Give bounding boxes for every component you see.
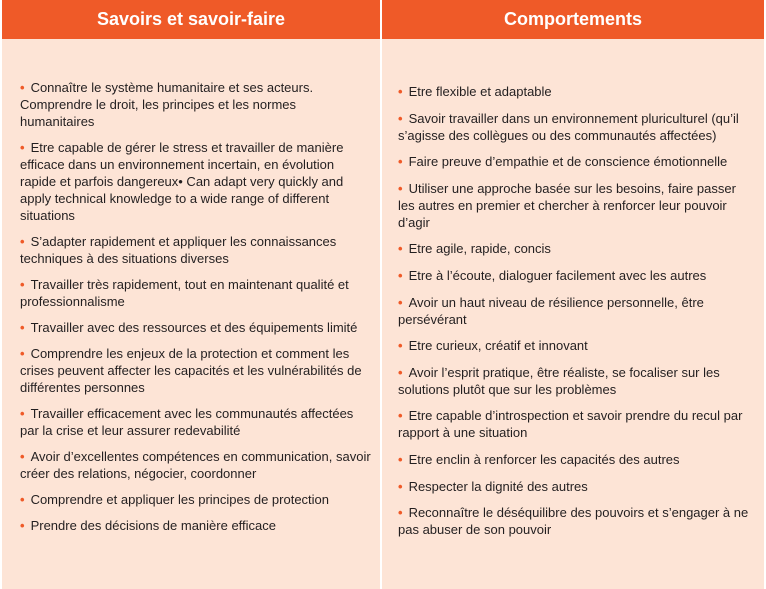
list-item	[398, 407, 756, 441]
list-item	[20, 276, 372, 310]
list-item	[398, 240, 756, 257]
list-item	[398, 364, 756, 398]
savoirs-list	[20, 79, 372, 534]
list-item-text: Comprendre les enjeux de la protection et comment les crises peuvent affecter les capacités et les vulnérabilités de différentes personnes	[20, 346, 362, 395]
bullet-icon: •	[20, 277, 25, 292]
competencies-table	[2, 0, 764, 589]
list-item-text: S’adapter rapidement et appliquer les connaissances techniques à des situations diverses	[20, 234, 337, 266]
bullet-icon: •	[398, 267, 403, 283]
bullet-icon: •	[20, 320, 25, 335]
bullet-icon: •	[20, 140, 25, 155]
table-header-row	[2, 0, 764, 39]
bullet-icon: •	[398, 180, 403, 196]
bullet-icon: •	[398, 364, 403, 380]
list-item	[20, 319, 372, 336]
comportements-list	[398, 83, 756, 538]
bullet-icon: •	[398, 408, 403, 424]
list-item-text: Savoir travailler dans un environnement pluriculturel (qu’il s’agisse des collègues ou des communautés affectées)	[398, 110, 739, 143]
list-item-text: Etre flexible et adaptable	[408, 84, 552, 99]
column-header-comportements: Comportements	[382, 0, 764, 39]
bullet-icon: •	[20, 492, 25, 507]
bullet-icon: •	[398, 505, 403, 521]
list-item	[398, 478, 756, 495]
list-item-text: Travailler très rapidement, tout en maintenant qualité et professionnalisme	[20, 277, 349, 309]
list-item	[398, 267, 756, 284]
list-item-text: Prendre des décisions de manière efficace	[30, 518, 277, 533]
list-item-text: Avoir d’excellentes compétences en communication, savoir créer des relations, négocier, coordonner	[20, 449, 371, 481]
list-item-text: Etre capable de gérer le stress et travailler de manière efficace dans un environnement incertain, en évolution rapide et parfois dangereux• Can adapt very quickly and apply technical knowledge to a wide range of different situations	[20, 140, 344, 223]
bullet-icon: •	[20, 518, 25, 533]
list-item	[398, 504, 756, 538]
list-item	[398, 153, 756, 170]
table-body-row	[2, 39, 764, 589]
list-item-text: Avoir un haut niveau de résilience personnelle, être persévérant	[398, 294, 704, 327]
list-item-text: Etre agile, rapide, concis	[408, 241, 551, 257]
bullet-icon: •	[398, 110, 403, 126]
list-item	[398, 180, 756, 231]
bullet-icon: •	[398, 338, 403, 354]
list-item-text: Travailler efficacement avec les communautés affectées par la crise et leur assurer redevabilité	[20, 406, 354, 438]
list-item	[20, 345, 372, 396]
list-item	[20, 233, 372, 267]
comportements-column	[382, 39, 764, 589]
list-item	[20, 405, 372, 439]
savoirs-column	[2, 39, 382, 589]
list-item-text: Connaître le système humanitaire et ses acteurs. Comprendre le droit, les principes et les normes humanitaires	[20, 80, 314, 129]
list-item-text: Reconnaître le déséquilibre des pouvoirs et s’engager à ne pas abuser de son pouvoir	[398, 505, 749, 538]
list-item	[398, 451, 756, 468]
bullet-icon: •	[20, 406, 25, 421]
list-item-text: Faire preuve d’empathie et de conscience émotionnelle	[408, 154, 728, 170]
list-item-text: Etre curieux, créatif et innovant	[408, 338, 588, 354]
list-item-text: Comprendre et appliquer les principes de protection	[30, 492, 330, 507]
bullet-icon: •	[398, 294, 403, 310]
bullet-icon: •	[20, 234, 25, 249]
bullet-icon: •	[398, 451, 403, 467]
list-item-text: Respecter la dignité des autres	[408, 478, 588, 494]
list-item	[20, 517, 372, 534]
bullet-icon: •	[398, 154, 403, 170]
bullet-icon: •	[398, 241, 403, 257]
bullet-icon: •	[398, 478, 403, 494]
list-item	[398, 110, 756, 144]
list-item-text: Etre à l’écoute, dialoguer facilement avec les autres	[408, 267, 707, 283]
bullet-icon: •	[20, 80, 25, 95]
list-item	[20, 79, 372, 130]
list-item	[398, 83, 756, 100]
list-item-text: Utiliser une approche basée sur les besoins, faire passer les autres en premier et chercher à renforcer leur pouvoir d’agir	[398, 180, 736, 230]
list-item-text: Travailler avec des ressources et des équipements limité	[30, 320, 358, 335]
list-item-text: Avoir l’esprit pratique, être réaliste, se focaliser sur les solutions plutôt que sur les problèmes	[398, 364, 720, 397]
list-item	[398, 337, 756, 354]
list-item-text: Etre enclin à renforcer les capacités des autres	[408, 451, 680, 467]
column-header-savoirs: Savoirs et savoir-faire	[2, 0, 382, 39]
list-item	[20, 139, 372, 224]
list-item	[20, 448, 372, 482]
list-item	[20, 491, 372, 508]
bullet-icon: •	[20, 449, 25, 464]
list-item-text: Etre capable d’introspection et savoir prendre du recul par rapport à une situation	[398, 408, 743, 441]
list-item	[398, 294, 756, 328]
bullet-icon: •	[20, 346, 25, 361]
bullet-icon: •	[398, 84, 403, 99]
